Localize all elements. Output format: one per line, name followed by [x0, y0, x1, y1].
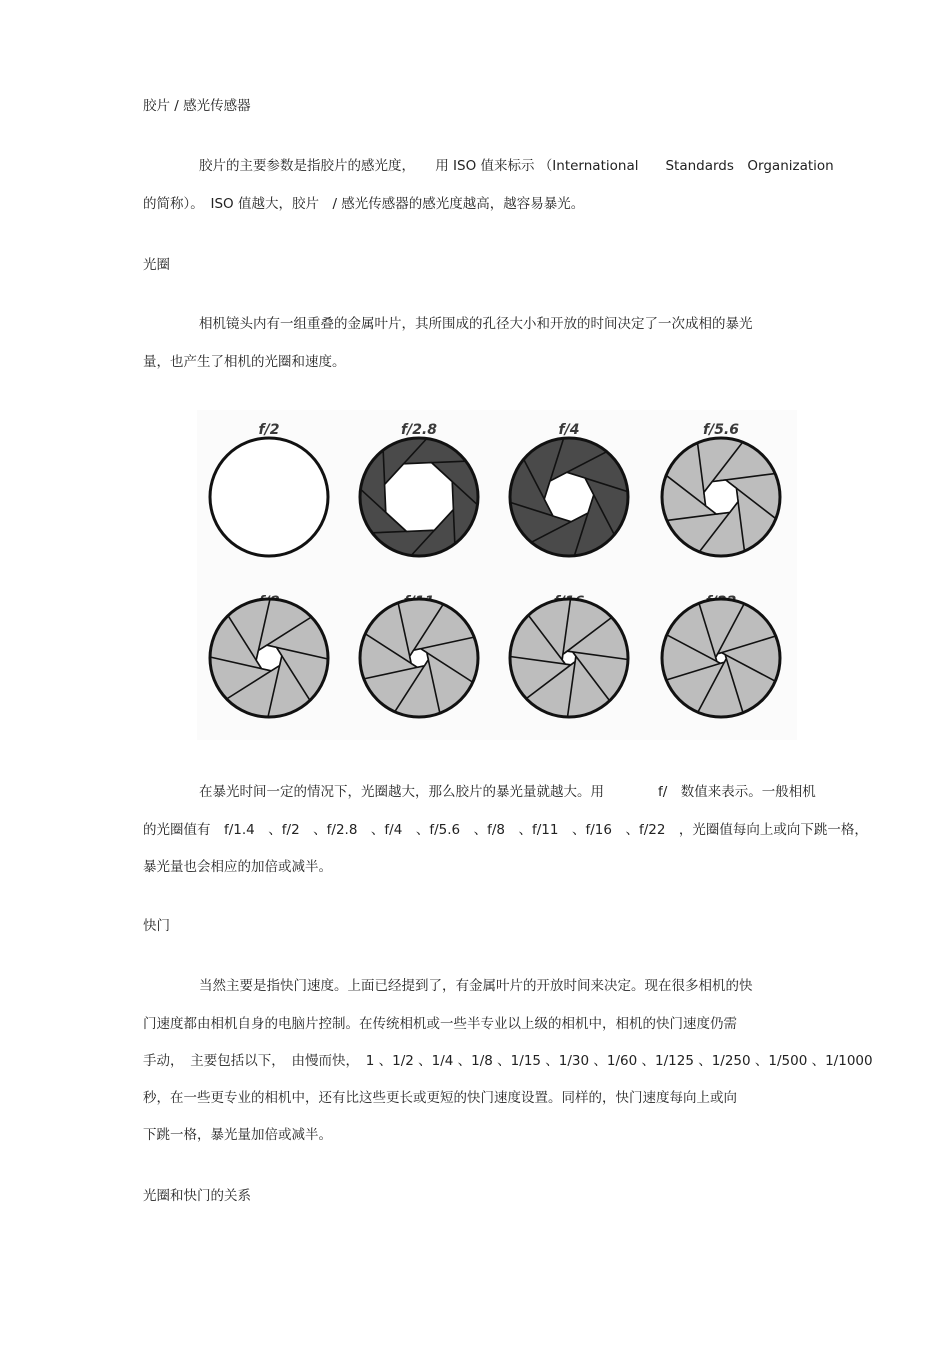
paragraph-film-line-2: 的简称）。 ISO 值越大，胶片 / 感光传感器的感光度越高，越容易暴光。	[143, 196, 585, 212]
heading-shutter: 快门	[143, 918, 170, 934]
lens-circle	[210, 438, 328, 556]
f-stop-label: f/5.6	[702, 422, 740, 438]
paragraph-aperture-line-1: 相机镜头内有一组重叠的金属叶片，其所围成的孔径大小和开放的时间决定了一次成相的暴光	[199, 316, 753, 332]
paragraph-aperture2-line-2: 的光圈值有 f/1.4 、f/2 、f/2.8 、f/4 、f/5.6 、f/8 、f/11 、f/16 、f/22 ，光圈值每向上或向下跳一格，	[143, 822, 868, 838]
aperture-diagram	[197, 410, 797, 740]
heading-aperture-shutter-relation: 光圈和快门的关系	[143, 1188, 251, 1204]
paragraph-aperture-line-2: 量，也产生了相机的光圈和速度。	[143, 354, 346, 370]
aperture-opening	[716, 653, 727, 664]
aperture-opening	[562, 651, 576, 665]
aperture-opening	[410, 649, 429, 668]
paragraph-shutter-line-4: 秒，在一些更专业的相机中，还有比这些更长或更短的快门速度设置。同样的，快门速度每向上或向	[143, 1090, 737, 1106]
heading-aperture: 光圈	[143, 257, 170, 273]
paragraph-aperture2-line-1: 在暴光时间一定的情况下，光圈越大，那么胶片的暴光量就越大。用 f/ 数值来表示。一般相机	[199, 784, 816, 800]
aperture-figure	[197, 410, 797, 740]
paragraph-film-line-1: 胶片的主要参数是指胶片的感光度， 用 ISO 值来标示 （International Standards Organization	[199, 158, 834, 174]
aperture-opening	[256, 645, 282, 671]
f-stop-label: f/2	[258, 422, 280, 438]
aperture-opening	[704, 480, 738, 514]
paragraph-shutter-line-1: 当然主要是指快门速度。上面已经提到了，有金属叶片的开放时间来决定。现在很多相机的快	[199, 978, 753, 994]
paragraph-shutter-line-5: 下跳一格，暴光量加倍或减半。	[143, 1127, 332, 1143]
paragraph-aperture2-line-3: 暴光量也会相应的加倍或减半。	[143, 859, 332, 875]
paragraph-shutter-line-2: 门速度都由相机自身的电脑片控制。在传统相机或一些半专业以上级的相机中，相机的快门速度仍需	[143, 1016, 737, 1032]
heading-film: 胶片 / 感光传感器	[143, 98, 251, 114]
f-stop-label: f/2.8	[400, 422, 438, 438]
paragraph-shutter-line-3: 手动， 主要包括以下， 由慢而快， 1 、1/2 、1/4 、1/8 、1/15 、1/30 、1/60 、1/125 、1/250 、1/500 、1/1000	[143, 1053, 873, 1069]
aperture-opening	[544, 472, 593, 521]
f-stop-label: f/4	[558, 422, 580, 438]
aperture-opening	[385, 463, 454, 532]
